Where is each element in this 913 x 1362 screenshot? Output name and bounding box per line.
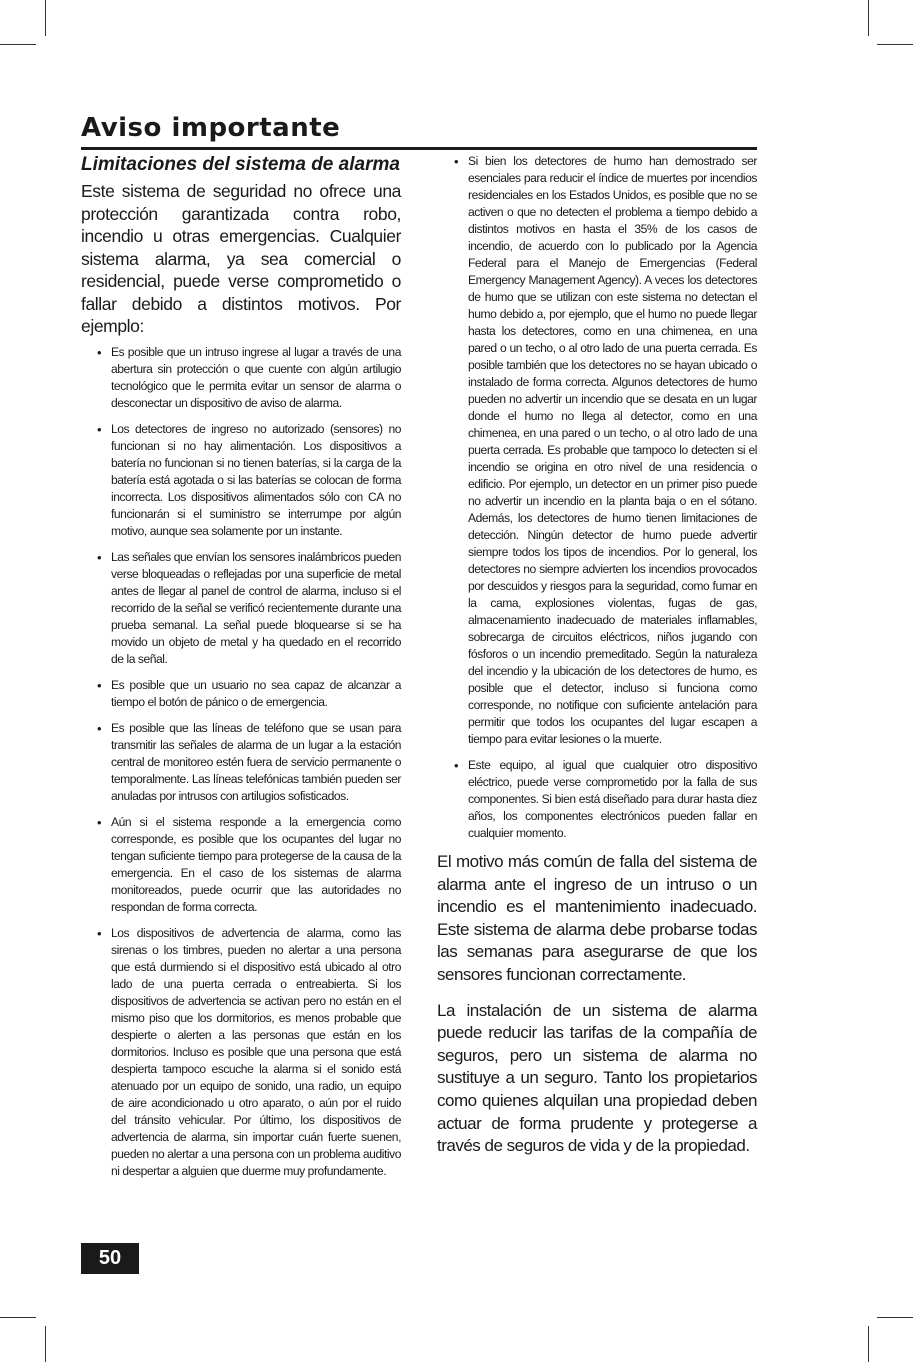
crop-mark-bottom-right-v xyxy=(868,1326,869,1362)
list-item: • Es posible que las líneas de teléfono que se usan para transmitir las señales de alarma de un lugar a la estación central de monitoreo estén fuera de servicio permanente o temporalmente. Las líneas telefónicas también pueden ser anuladas por intrusos con artilugios sofisticados. xyxy=(81,720,401,805)
page-number: 50 xyxy=(81,1243,139,1274)
crop-mark-top-left-v xyxy=(45,0,46,36)
list-item: • Aún si el sistema responde a la emergencia como corresponde, es posible que los ocupantes del lugar no tengan suficiente tiempo para protegerse de la causa de la emergencia. En el caso de los sistemas de alarma monitoreados, puede ocurrir que las autoridades no respondan de forma correcta. xyxy=(81,814,401,916)
list-item: • Las señales que envían los sensores inalámbricos pueden verse bloqueadas o reflejadas por una superficie de metal antes de llegar al panel de control de alarma, incluso si el recorrido de la señal se verificó recientemente durante una prueba semanal. La señal puede bloquearse si se ha movido un objeto de metal y ha quedado en el recorrido de la señal. xyxy=(81,549,401,668)
left-bullet-list xyxy=(81,344,401,1180)
page-title: Aviso importante xyxy=(81,113,341,143)
list-item: • Los dispositivos de advertencia de alarma, como las sirenas o los timbres, pueden no alertar a una persona que está durmiendo si el dispositivo está ubicado al otro lado de una puerta cerrada o entreabierta. Si los dispositivos de advertencia se activan pero no están en el mismo piso que los dormitorios, es menos probable que despierte o alerten a las personas que están en los dormitorios. Incluso es posible que una persona que está despierta tampoco escuche la alarma si el sonido está atenuado por un equipo de sonido, una radio, un equipo de aire acondicionado u otro aparato, o aún por el ruido del tránsito vehicular. Por último, los dispositivos de advertencia de alarma, sin importar cuán fuerte suenen, pueden no alertar a una persona con un problema auditivo ni despertar a alguien que duerme muy profundamente. xyxy=(81,925,401,1180)
crop-mark-bottom-left-h xyxy=(0,1317,36,1318)
list-item: • Es posible que un intruso ingrese al lugar a través de una abertura sin protección o que cuente con algún artilugio tecnológico que le permita evitar un sensor de alarma o desconectar un dispositivo de aviso de alarma. xyxy=(81,344,401,412)
list-item: • Este equipo, al igual que cualquier otro dispositivo eléctrico, puede verse comprometido por la falla de sus componentes. Si bien está diseñado para durar hasta diez años, los componentes electrónicos pueden fallar en cualquier momento. xyxy=(437,757,757,842)
crop-mark-top-right-v xyxy=(868,0,869,36)
crop-mark-top-right-h xyxy=(877,44,913,45)
crop-mark-bottom-left-v xyxy=(45,1326,46,1362)
list-item: • Si bien los detectores de humo han demostrado ser esenciales para reducir el índice de muertes por incendios residenciales en los Estados Unidos, es posible que no se activen o que no detecten el problema a tiempo debido a distintos motivos en hasta el 35% de los casos de incendio, de acuerdo con lo publicado por la Agencia Federal para el Manejo de Emergencias (Federal Emergency Management Agency). A veces los detectores de humo que se utilizan con este sistema no detectan el humo debido a, por ejemplo, que el humo no puede llegar hasta los detectores, como en una chimenea, en una pared o un techo, o al otro lado de una puerta cerrada. Es posible también que los detectores no se hayan ubicado o instalado de forma correcta. Algunos detectores de humo pueden no advertir un incendio que se desata en un lugar donde el humo no llega al detector, como en una chimenea, en una pared o un techo, o al otro lado de una puerta cerrada. Es probable que tampoco lo detecten si el incendio se origina en otro nivel de una residencia o edificio. Por ejemplo, un detector en un primer piso puede no advertir un incendio en la planta baja o en el sótano. Además, los detectores de humo tienen limitaciones de detección. Ningún detector de humo puede advertir siempre todos los tipos de incendios. Por lo general, los detectores no siempre advierten los incendios provocados por descuidos y riesgos para la seguridad, como fumar en la cama, explosiones violentas, fugas de gas, almacenamiento inadecuado de materiales inflamables, sobrecarga de circuitos eléctricos, niños jugando con fósforos o un incendio premeditado. Según la naturaleza del incendio y la ubicación de los detectores de humo, es posible que el detector, incluso si funciona como corresponde, no notifique con suficiente antelación para permitir que todos los ocupantes del lugar escapen a tiempo para evitar lesiones o la muerte. xyxy=(437,153,757,748)
maintenance-paragraph: El motivo más común de falla del sistema de alarma ante el ingreso de un intruso o un incendio es el mantenimiento inadecuado. Este sistema de alarma debe probarse todas las semanas para asegurarse de que los sensores funcionan correctamente. xyxy=(437,852,757,984)
left-column xyxy=(81,152,401,1189)
title-rule xyxy=(81,147,757,150)
crop-mark-bottom-right-h xyxy=(877,1317,913,1318)
crop-mark-top-left-h xyxy=(0,44,36,45)
right-column xyxy=(437,153,757,1171)
right-bullet-list xyxy=(437,153,757,842)
insurance-paragraph: La instalación de un sistema de alarma puede reducir las tarifas de la compañía de seguros, pero un sistema de alarma no sustituye a un seguro. Tanto los propietarios como quienes alquilan una propiedad deben actuar de forma prudente y protegerse a través de seguros de vida y de la propiedad. xyxy=(437,1000,757,1156)
intro-paragraph: Este sistema de seguridad no ofrece una protección garantizada contra robo, incendio u otras emergencias. Cualquier sistema alarma, ya sea comercial o residencial, puede verse comprometido o fallar debido a distintos motivos. Por ejemplo: xyxy=(81,181,401,336)
section-subtitle: Limitaciones del sistema de alarma xyxy=(81,154,400,175)
list-item: • Los detectores de ingreso no autorizado (sensores) no funcionan si no hay alimentación. Los dispositivos a batería no funcionan si no tienen baterías, si la carga de la batería está agotada o si las baterías se colocan de forma incorrecta. Los dispositivos alimentados sólo con CA no funcionarán si el suministro se interrumpe por algún motivo, aunque sea solamente por un instante. xyxy=(81,421,401,540)
list-item: • Es posible que un usuario no sea capaz de alcanzar a tiempo el botón de pánico o de emergencia. xyxy=(81,677,401,711)
